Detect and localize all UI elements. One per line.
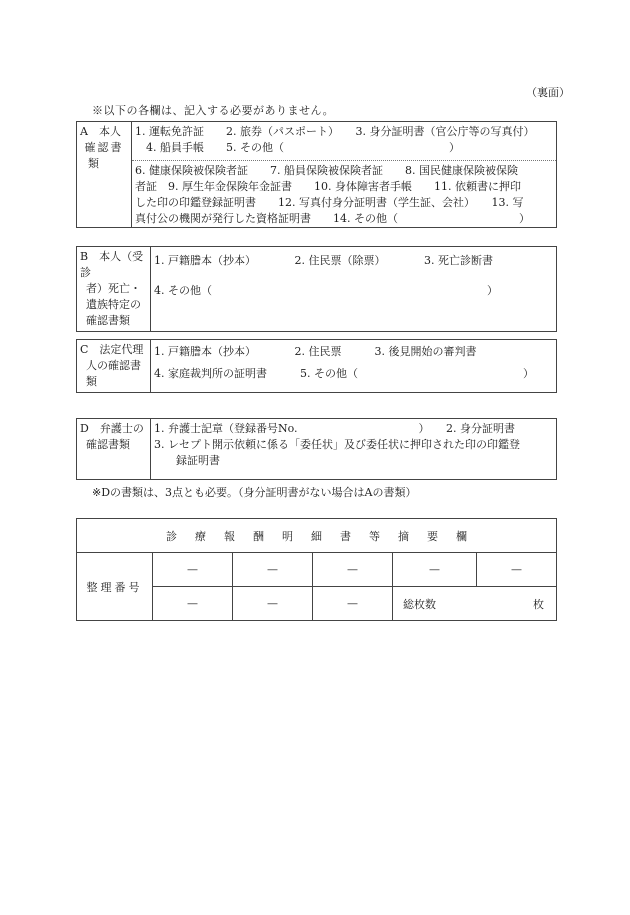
section-a-label-line: 類 — [88, 157, 99, 170]
section-a-line: 者証 9. 厚生年金保険年金証書 10. 身体障害者手帳 11. 依頼書に押印 — [135, 180, 521, 193]
registration-cell: — — [153, 587, 233, 621]
section-c-content — [151, 340, 557, 393]
section-a-content — [132, 122, 557, 228]
section-a-line: 6. 健康保険被保険者証 7. 船員保険被保険者証 8. 国民健康保険被保険 — [135, 164, 518, 177]
section-c-line: 4. 家庭裁判所の証明書 5. その他（ ） — [154, 367, 534, 380]
registration-cell: — — [393, 553, 477, 587]
registration-cell: — — [233, 587, 313, 621]
total-sheets-label: 総枚数 — [403, 597, 436, 611]
section-c-line: 1. 戸籍謄本（抄本） 2. 住民票 3. 後見開始の審判書 — [154, 345, 477, 358]
section-a-line: した印の印鑑登録証明書 12. 写真付身分証明書（学生証、会社） 13. 写 — [135, 196, 524, 209]
section-b-label — [77, 247, 151, 332]
section-a-label-line: 確認書 — [84, 141, 124, 154]
section-d-line: 録証明書 — [154, 454, 220, 467]
summary-table — [76, 518, 557, 621]
total-sheets-cell — [393, 587, 557, 621]
page-side-label: （裏面） — [526, 86, 570, 99]
section-c-label-line: 人の確認書 — [86, 359, 141, 372]
registration-cell: — — [477, 553, 557, 587]
d-note: ※Dの書類は、3点とも必要。（身分証明書がない場合はAの書類） — [92, 486, 417, 499]
total-sheets-unit: 枚 — [533, 597, 544, 611]
section-b-box — [76, 246, 557, 332]
section-b-label-line: 者）死亡・ — [86, 282, 141, 295]
section-b-line: 1. 戸籍謄本（抄本） 2. 住民票（除票） 3. 死亡診断書 — [154, 254, 493, 267]
section-a-label — [77, 122, 132, 228]
section-d-label-line: 確認書類 — [86, 438, 130, 451]
section-d-label-line: D 弁護士の — [80, 422, 144, 435]
section-d-content — [151, 419, 557, 480]
section-a-line: 1. 運転免許証 2. 旅券（パスポート） 3. 身分証明書（官公庁等の写真付） — [135, 125, 535, 138]
registration-cell: — — [233, 553, 313, 587]
section-d-line: 3. レセプト開示依頼に係る「委任状」及び委任状に押印された印の印鑑登 — [154, 438, 520, 451]
section-a-label-line: A 本人 — [80, 125, 121, 138]
registration-number-label: 整理番号 — [77, 553, 153, 621]
section-c-label-line: C 法定代理 — [80, 343, 144, 356]
registration-cell: — — [313, 587, 393, 621]
section-a-line: 真付公の機関が発行した資格証明書 14. その他（ ） — [135, 212, 530, 225]
summary-title: 診療報酬明細書等摘要欄 — [77, 519, 557, 553]
top-note: ※以下の各欄は、記入する必要がありません。 — [92, 104, 335, 117]
section-a-line: 4. 船員手帳 5. その他（ ） — [135, 141, 460, 154]
section-b-label-line: 遺族特定の — [86, 298, 141, 311]
section-c-box — [76, 339, 557, 393]
section-a-box — [76, 121, 557, 228]
section-c-label-line: 類 — [86, 375, 97, 388]
section-b-content — [151, 247, 557, 332]
section-b-label-line: 確認書類 — [86, 314, 130, 327]
section-d-line: 1. 弁護士記章（登録番号No. ） 2. 身分証明書 — [154, 422, 516, 435]
section-d-label — [77, 419, 151, 480]
registration-cell: — — [153, 553, 233, 587]
section-b-line: 4. その他（ ） — [154, 284, 498, 297]
section-b-label-line: B 本人（受診 — [80, 250, 144, 279]
registration-cell: — — [313, 553, 393, 587]
section-d-box — [76, 418, 557, 480]
section-c-label — [77, 340, 151, 393]
